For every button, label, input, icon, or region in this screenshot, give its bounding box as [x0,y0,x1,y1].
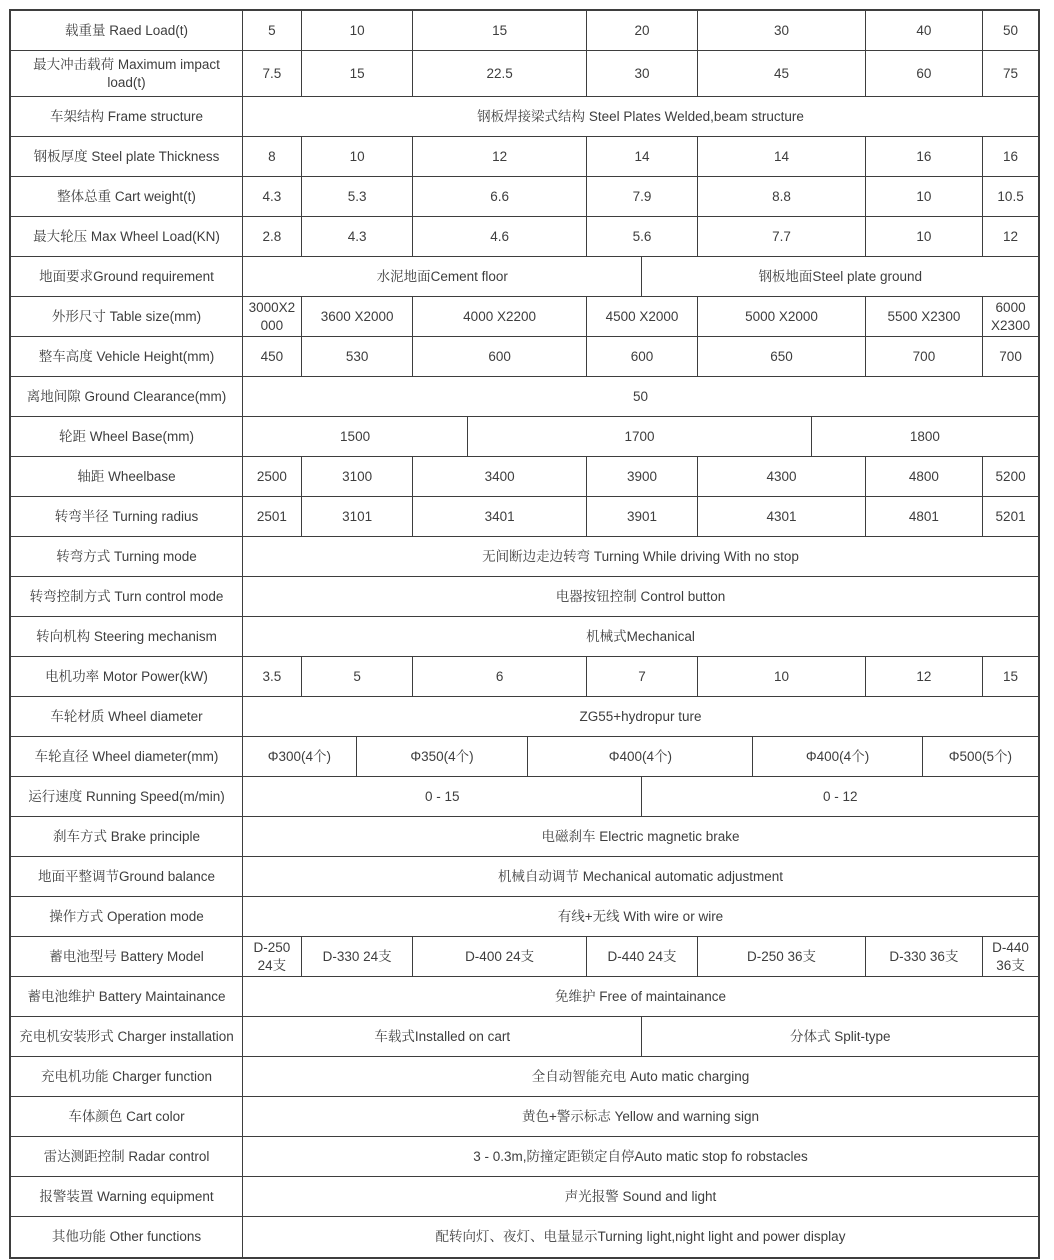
spec-value: 8 [243,137,302,176]
table-row [11,97,1038,137]
table-row [11,497,1038,537]
spec-value: 3401 [413,497,586,536]
row-label: 轮距 Wheel Base(mm) [11,417,243,456]
spec-value: 15 [1003,668,1019,684]
spec-value: 1500 [243,417,468,456]
row-values [243,1017,1038,1056]
spec-value: Φ350(4个) [357,737,529,776]
table-row [11,657,1038,697]
row-label: 其他功能 Other functions [11,1217,243,1257]
row-label: 运行速度 Running Speed(m/min) [11,777,243,816]
spec-value: 3.5 [243,657,302,696]
spec-value: 机械式Mechanical [586,628,695,644]
spec-value: 6000 X2300 [991,300,1031,333]
row-label: 蓄电池维护 Battery Maintainance [11,977,243,1016]
spec-value: 2.8 [243,217,302,256]
spec-value: 450 [243,337,302,376]
spec-value: 10 [302,11,414,50]
spec-value: 免维护 Free of maintainance [554,988,727,1004]
row-values [243,217,1038,256]
spec-value: 4.3 [302,217,414,256]
spec-value: 700 [999,348,1022,364]
table-row [11,897,1038,937]
spec-value: 650 [698,337,865,376]
spec-value: 12 [866,657,984,696]
spec-value: 3100 [302,457,414,496]
row-label: 转弯方式 Turning mode [11,537,243,576]
spec-value: 60 [866,51,984,96]
row-label: 钢板厚度 Steel plate Thickness [11,137,243,176]
table-row [11,297,1038,337]
row-values [243,297,1038,336]
row-values [243,897,1038,936]
row-label: 蓄电池型号 Battery Model [11,937,243,976]
spec-value: 车载式Installed on cart [243,1017,642,1056]
spec-value: 3000X2000 [243,297,302,336]
row-label: 地面要求Ground requirement [11,257,243,296]
spec-value: D-250 24支 [243,937,302,976]
spec-value: 2500 [243,457,302,496]
row-values [243,177,1038,216]
spec-value: 3 - 0.3m,防撞定距锁定自停Auto matic stop fo robstacles [473,1148,808,1164]
row-label: 转向机构 Steering mechanism [11,617,243,656]
spec-value: 4801 [866,497,984,536]
table-row [11,1017,1038,1057]
row-values [243,137,1038,176]
row-label: 整车高度 Vehicle Height(mm) [11,337,243,376]
row-label: 载重量 Raed Load(t) [11,11,243,50]
row-values [243,697,1038,736]
spec-value: 30 [698,11,865,50]
spec-value: 12 [413,137,586,176]
table-row [11,1137,1038,1177]
row-label: 充电机安装形式 Charger installation [11,1017,243,1056]
row-values [243,857,1038,896]
spec-value: 3600 X2000 [302,297,414,336]
row-label: 车体颜色 Cart color [11,1097,243,1136]
table-row [11,377,1038,417]
table-row [11,11,1038,51]
spec-value: 配转向灯、夜灯、电量显示Turning light,night light and power display [435,1229,846,1245]
spec-value: 电磁刹车 Electric magnetic brake [541,828,740,844]
row-values [243,977,1038,1016]
spec-value: 12 [1003,228,1019,244]
row-values [243,617,1038,656]
row-label: 车轮直径 Wheel diameter(mm) [11,737,243,776]
row-values [243,337,1038,376]
row-values [243,417,1038,456]
spec-table [9,9,1040,1259]
spec-value: 4.6 [413,217,586,256]
spec-value: 机械自动调节 Mechanical automatic adjustment [497,868,784,884]
spec-value: 700 [866,337,984,376]
spec-value: 5201 [995,508,1026,524]
spec-value: 4301 [698,497,865,536]
spec-value: 30 [587,51,699,96]
spec-value: 7.7 [698,217,865,256]
table-row [11,177,1038,217]
spec-value: 水泥地面Cement floor [243,257,642,296]
row-label: 最大冲击载荷 Maximum impact load(t) [11,51,243,96]
table-row [11,337,1038,377]
table-row [11,51,1038,97]
spec-value: 2501 [243,497,302,536]
spec-value: 5.3 [302,177,414,216]
spec-value: 10.5 [997,188,1024,204]
row-label: 轴距 Wheelbase [11,457,243,496]
row-label: 操作方式 Operation mode [11,897,243,936]
spec-value: Φ500(5个) [948,748,1012,764]
spec-value: 600 [587,337,699,376]
spec-value: 6 [413,657,586,696]
row-values [243,497,1038,536]
row-label: 充电机功能 Charger function [11,1057,243,1096]
spec-value: Φ400(4个) [528,737,753,776]
spec-value: 7.5 [243,51,302,96]
row-values [243,1097,1038,1136]
row-values [243,97,1038,136]
spec-value: 3900 [587,457,699,496]
spec-value: 5500 X2300 [866,297,984,336]
spec-value: 10 [302,137,414,176]
row-values [243,777,1038,816]
spec-value: 3901 [587,497,699,536]
spec-value: 50 [632,388,649,404]
spec-value: 全自动智能充电 Auto matic charging [531,1068,750,1084]
spec-value: 6.6 [413,177,586,216]
table-row [11,257,1038,297]
spec-value: 16 [866,137,984,176]
row-label: 离地间隙 Ground Clearance(mm) [11,377,243,416]
spec-value: 1700 [468,417,812,456]
spec-value: 14 [698,137,865,176]
row-label: 转弯半径 Turning radius [11,497,243,536]
row-values [243,1217,1038,1257]
spec-value: 无间断边走边转弯 Turning While driving With no stop [482,548,799,564]
row-label: 车轮材质 Wheel diameter [11,697,243,736]
spec-value: D-330 24支 [302,937,414,976]
spec-value: 10 [866,217,984,256]
spec-value: 5 [243,11,302,50]
spec-value: D-330 36支 [866,937,984,976]
table-row [11,617,1038,657]
row-label: 外形尺寸 Table size(mm) [11,297,243,336]
spec-value: 5000 X2000 [698,297,865,336]
row-label: 整体总重 Cart weight(t) [11,177,243,216]
spec-value: D-400 24支 [413,937,586,976]
row-values [243,657,1038,696]
spec-value: 16 [1003,148,1019,164]
spec-value: D-440 24支 [587,937,699,976]
spec-value: 黄色+警示标志 Yellow and warning sign [522,1108,759,1124]
spec-value: 0 - 12 [822,788,858,804]
table-row [11,1057,1038,1097]
spec-value: 电器按钮控制 Control button [555,588,726,604]
row-values [243,1137,1038,1176]
spec-value: D-250 36支 [698,937,865,976]
spec-value: 530 [302,337,414,376]
spec-value: 4.3 [243,177,302,216]
spec-value: D-440 36支 [992,940,1029,973]
spec-value: 15 [302,51,414,96]
row-values [243,817,1038,856]
table-row [11,1177,1038,1217]
spec-value: 10 [866,177,984,216]
spec-value: 4800 [866,457,984,496]
spec-value: ZG55+hydropur ture [579,708,702,724]
row-label: 地面平整调节Ground balance [11,857,243,896]
table-row [11,697,1038,737]
row-label: 电机功率 Motor Power(kW) [11,657,243,696]
row-values [243,457,1038,496]
row-values [243,1177,1038,1216]
row-values [243,257,1038,296]
spec-value: 钢板地面Steel plate ground [758,268,923,284]
spec-value: 15 [413,11,586,50]
spec-value: 有线+无线 With wire or wire [557,908,724,924]
spec-value: Φ400(4个) [753,737,922,776]
table-row [11,737,1038,777]
spec-value: 7 [587,657,699,696]
spec-value: 75 [1003,65,1019,81]
spec-value: 钢板焊接梁式结构 Steel Plates Welded,beam structure [477,108,804,124]
row-values [243,937,1038,976]
spec-value: 10 [698,657,865,696]
spec-value: 5200 [995,468,1026,484]
spec-value: 4500 X2000 [587,297,699,336]
row-label: 最大轮压 Max Wheel Load(KN) [11,217,243,256]
spec-value: 3101 [302,497,414,536]
spec-value: 4000 X2200 [413,297,586,336]
spec-value: 分体式 Split-type [789,1028,891,1044]
row-label: 车架结构 Frame structure [11,97,243,136]
spec-value: 600 [413,337,586,376]
spec-value: 45 [698,51,865,96]
spec-value: 20 [587,11,699,50]
spec-value: 22.5 [413,51,586,96]
row-values [243,577,1038,616]
row-values [243,51,1038,96]
table-row [11,137,1038,177]
spec-value: 3400 [413,457,586,496]
row-label: 转弯控制方式 Turn control mode [11,577,243,616]
spec-value: Φ300(4个) [243,737,357,776]
table-row [11,1097,1038,1137]
table-row [11,537,1038,577]
spec-value: 4300 [698,457,865,496]
table-row [11,457,1038,497]
row-label: 报警装置 Warning equipment [11,1177,243,1216]
spec-value: 1800 [909,428,940,444]
table-row [11,417,1038,457]
spec-value: 5 [302,657,414,696]
spec-value: 40 [866,11,984,50]
table-row [11,1217,1038,1257]
table-row [11,577,1038,617]
table-row [11,777,1038,817]
table-row [11,977,1038,1017]
spec-value: 0 - 15 [243,777,642,816]
row-values [243,11,1038,50]
spec-value: 8.8 [698,177,865,216]
table-row [11,937,1038,977]
row-label: 雷达测距控制 Radar control [11,1137,243,1176]
table-row [11,857,1038,897]
row-values [243,737,1038,776]
row-values [243,377,1038,416]
spec-value: 7.9 [587,177,699,216]
spec-value: 50 [1003,22,1019,38]
row-label: 刹车方式 Brake principle [11,817,243,856]
spec-value: 声光报警 Sound and light [564,1188,717,1204]
table-row [11,217,1038,257]
spec-value: 5.6 [587,217,699,256]
table-row [11,817,1038,857]
spec-value: 14 [587,137,699,176]
row-values [243,1057,1038,1096]
row-values [243,537,1038,576]
